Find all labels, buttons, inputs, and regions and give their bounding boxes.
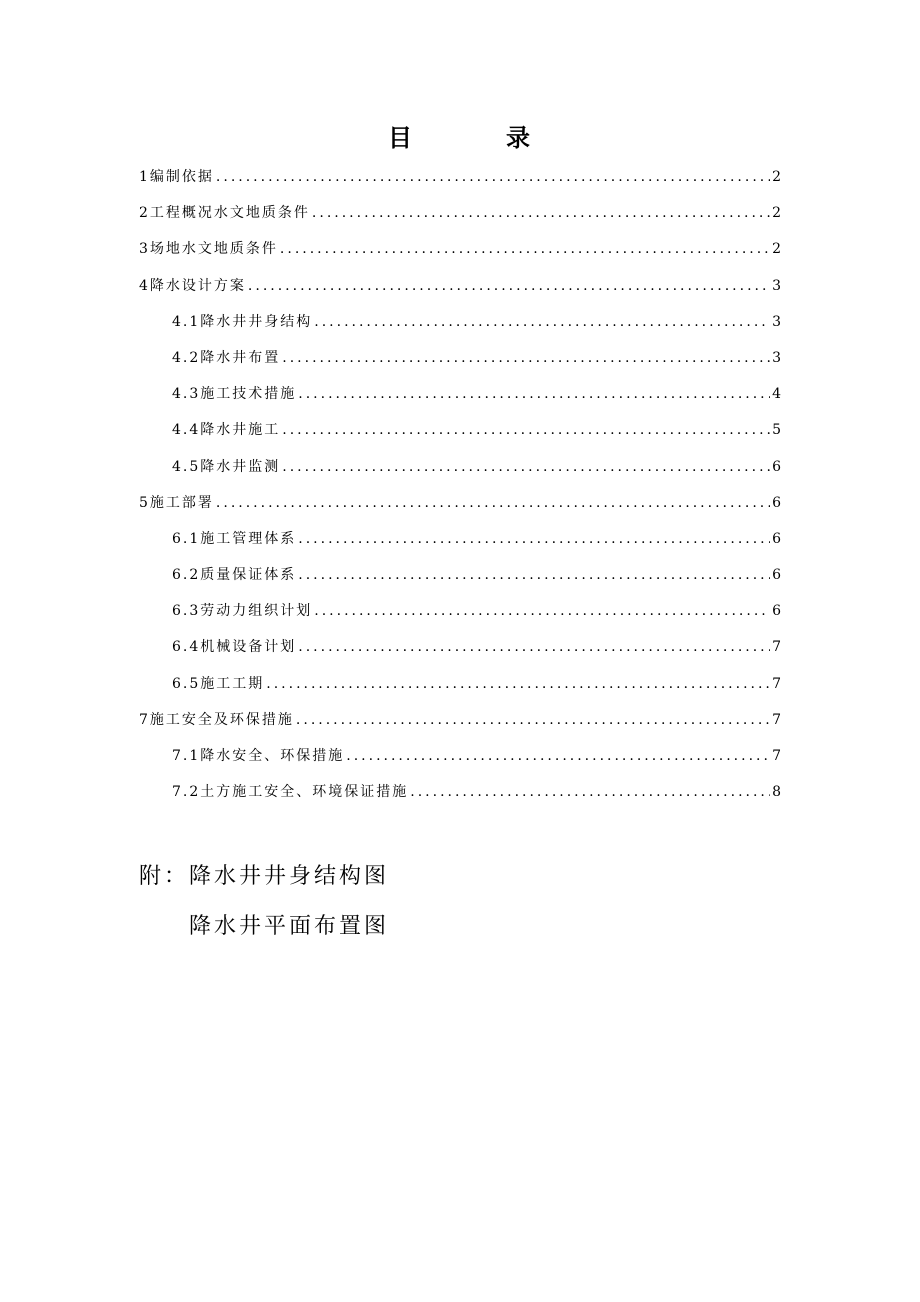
toc-leader-dots	[346, 748, 770, 764]
toc-entry[interactable]	[139, 311, 781, 347]
toc-entry-label: 4.5降水井监测	[172, 458, 281, 475]
toc-entry[interactable]	[139, 709, 781, 745]
toc-entry-label: 4.3施工技术措施	[172, 386, 297, 403]
toc-entry-label: 4.1降水井井身结构	[172, 313, 313, 330]
toc-leader-dots	[216, 169, 770, 185]
toc-entry-label: 6.4机械设备计划	[172, 639, 297, 656]
toc-entry-label: 4.2降水井布置	[172, 349, 281, 366]
toc-entry-label: 6.1施工管理体系	[172, 530, 297, 547]
toc-entry[interactable]	[139, 419, 781, 455]
toc-entry-page: 7	[772, 675, 781, 692]
appendix-line-1: 附：降水井井身结构图	[139, 864, 390, 889]
toc-list	[139, 166, 781, 817]
toc-entry-label: 2工程概况水文地质条件	[139, 205, 310, 222]
toc-leader-dots	[282, 422, 770, 438]
toc-leader-dots	[312, 205, 770, 221]
toc-entry-page: 5	[772, 422, 781, 439]
toc-entry[interactable]	[139, 347, 781, 383]
toc-entry[interactable]	[139, 600, 781, 636]
toc-entry[interactable]	[139, 745, 781, 781]
toc-entry-page: 8	[772, 784, 781, 801]
toc-entry[interactable]	[139, 528, 781, 564]
toc-leader-dots	[314, 603, 770, 619]
toc-entry-page: 3	[772, 349, 781, 366]
toc-entry[interactable]	[139, 636, 781, 672]
toc-leader-dots	[248, 278, 770, 294]
toc-leader-dots	[266, 676, 770, 692]
toc-entry[interactable]	[139, 564, 781, 600]
appendix	[139, 852, 389, 952]
toc-entry-page: 3	[772, 313, 781, 330]
toc-entry[interactable]	[139, 781, 781, 817]
toc-entry-page: 6	[772, 458, 781, 475]
toc-leader-dots	[298, 639, 770, 655]
toc-entry-label: 4降水设计方案	[139, 277, 246, 294]
toc-entry-page: 7	[772, 639, 781, 656]
toc-entry-label: 7.1降水安全、环保措施	[172, 748, 345, 764]
toc-entry[interactable]	[139, 166, 781, 202]
toc-entry-page: 2	[772, 169, 781, 185]
toc-entry-page: 6	[772, 530, 781, 547]
toc-entry-page: 2	[772, 241, 781, 258]
toc-leader-dots	[298, 567, 770, 583]
toc-leader-dots	[298, 386, 770, 402]
toc-entry-page: 2	[772, 205, 781, 222]
toc-entry-page: 6	[772, 567, 781, 584]
toc-entry-label: 5施工部署	[139, 494, 214, 511]
toc-title-left: 目	[388, 123, 414, 152]
toc-entry-page: 7	[772, 711, 781, 728]
toc-leader-dots	[314, 314, 770, 330]
toc-entry[interactable]	[139, 202, 781, 238]
toc-leader-dots	[216, 495, 770, 511]
toc-leader-dots	[298, 531, 770, 547]
toc-entry[interactable]	[139, 238, 781, 274]
toc-entry-label: 7施工安全及环保措施	[139, 711, 294, 728]
toc-leader-dots	[282, 350, 770, 366]
toc-leader-dots	[280, 241, 770, 257]
toc-title-right: 录	[506, 123, 532, 152]
toc-entry[interactable]	[139, 456, 781, 492]
toc-leader-dots	[296, 712, 770, 728]
toc-entry[interactable]	[139, 673, 781, 709]
toc-title	[0, 118, 920, 153]
toc-entry-page: 6	[772, 494, 781, 511]
toc-entry[interactable]	[139, 383, 781, 419]
toc-entry[interactable]	[139, 492, 781, 528]
toc-entry-label: 6.2质量保证体系	[172, 567, 297, 584]
toc-entry-label: 6.5施工工期	[172, 675, 265, 692]
toc-entry-label: 4.4降水井施工	[172, 422, 281, 439]
toc-entry-label: 6.3劳动力组织计划	[172, 603, 313, 620]
appendix-line-2: 降水井平面布置图	[189, 914, 390, 939]
toc-entry-page: 7	[772, 748, 781, 764]
toc-entry-page: 3	[772, 277, 781, 294]
toc-entry-label: 1编制依据	[139, 169, 214, 185]
toc-leader-dots	[410, 784, 770, 800]
toc-entry[interactable]	[139, 275, 781, 311]
toc-leader-dots	[282, 459, 770, 475]
toc-entry-label: 3场地水文地质条件	[139, 241, 278, 258]
toc-entry-page: 4	[772, 386, 781, 403]
toc-entry-page: 6	[772, 603, 781, 620]
toc-entry-label: 7.2土方施工安全、环境保证措施	[172, 784, 409, 801]
